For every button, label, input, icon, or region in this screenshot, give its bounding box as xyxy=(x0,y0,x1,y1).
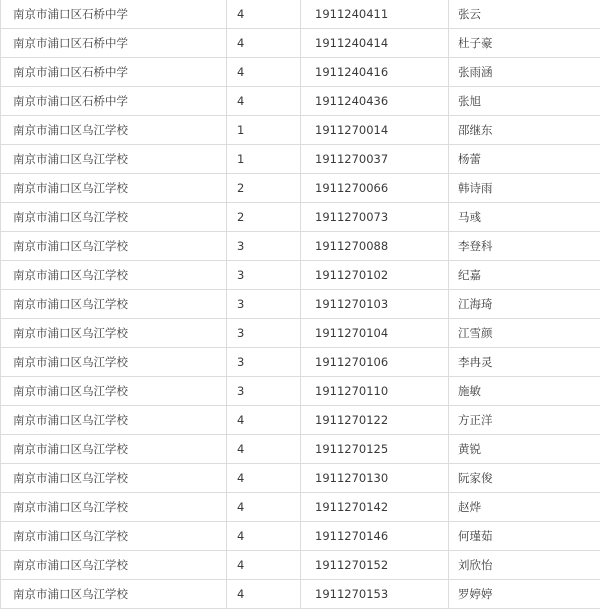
student-id-cell: 1911240411 xyxy=(301,0,449,29)
student-name-cell: 马彧 xyxy=(449,203,600,232)
student-id-cell: 1911270125 xyxy=(301,435,449,464)
student-name-cell: 张雨涵 xyxy=(449,58,600,87)
student-id-cell: 1911270130 xyxy=(301,464,449,493)
student-id-cell: 1911270152 xyxy=(301,551,449,580)
grade-cell: 4 xyxy=(227,58,301,87)
grade-cell: 3 xyxy=(227,232,301,261)
school-cell: 南京市浦口区乌江学校 xyxy=(1,435,227,464)
student-id-cell: 1911270066 xyxy=(301,174,449,203)
student-id-cell: 1911240436 xyxy=(301,87,449,116)
school-cell: 南京市浦口区乌江学校 xyxy=(1,406,227,435)
grade-cell: 1 xyxy=(227,145,301,174)
student-id-cell: 1911270153 xyxy=(301,580,449,609)
grade-cell: 4 xyxy=(227,435,301,464)
student-name-cell: 赵烨 xyxy=(449,493,600,522)
grade-cell: 4 xyxy=(227,464,301,493)
student-name-cell: 纪嘉 xyxy=(449,261,600,290)
school-cell: 南京市浦口区乌江学校 xyxy=(1,319,227,348)
school-cell: 南京市浦口区乌江学校 xyxy=(1,522,227,551)
table-row xyxy=(1,203,600,232)
student-name-cell: 李冉灵 xyxy=(449,348,600,377)
school-cell: 南京市浦口区石桥中学 xyxy=(1,58,227,87)
student-name-cell: 刘欣怡 xyxy=(449,551,600,580)
student-id-cell: 1911270106 xyxy=(301,348,449,377)
student-name-cell: 罗婷婷 xyxy=(449,580,600,609)
school-cell: 南京市浦口区石桥中学 xyxy=(1,87,227,116)
school-cell: 南京市浦口区乌江学校 xyxy=(1,551,227,580)
student-name-cell: 江雪颜 xyxy=(449,319,600,348)
student-id-cell: 1911240416 xyxy=(301,58,449,87)
table-row xyxy=(1,290,600,319)
student-name-cell: 阮家俊 xyxy=(449,464,600,493)
school-cell: 南京市浦口区乌江学校 xyxy=(1,261,227,290)
grade-cell: 4 xyxy=(227,551,301,580)
student-name-cell: 李登科 xyxy=(449,232,600,261)
grade-cell: 2 xyxy=(227,174,301,203)
table-row xyxy=(1,435,600,464)
grade-cell: 3 xyxy=(227,377,301,406)
grade-cell: 3 xyxy=(227,290,301,319)
school-cell: 南京市浦口区乌江学校 xyxy=(1,377,227,406)
student-id-cell: 1911270104 xyxy=(301,319,449,348)
school-cell: 南京市浦口区石桥中学 xyxy=(1,0,227,29)
student-name-cell: 邵继东 xyxy=(449,116,600,145)
grade-cell: 1 xyxy=(227,116,301,145)
student-name-cell: 施敏 xyxy=(449,377,600,406)
table-row xyxy=(1,29,600,58)
school-cell: 南京市浦口区乌江学校 xyxy=(1,290,227,319)
student-name-cell: 方正洋 xyxy=(449,406,600,435)
grade-cell: 4 xyxy=(227,406,301,435)
table-row xyxy=(1,522,600,551)
student-id-cell: 1911270142 xyxy=(301,493,449,522)
school-cell: 南京市浦口区石桥中学 xyxy=(1,29,227,58)
student-id-cell: 1911270110 xyxy=(301,377,449,406)
table-row xyxy=(1,0,600,29)
student-name-cell: 韩诗雨 xyxy=(449,174,600,203)
school-cell: 南京市浦口区乌江学校 xyxy=(1,203,227,232)
table-row xyxy=(1,174,600,203)
student-name-cell: 张云 xyxy=(449,0,600,29)
table-row xyxy=(1,406,600,435)
student-name-cell: 何瑾茹 xyxy=(449,522,600,551)
table-row xyxy=(1,493,600,522)
table-row xyxy=(1,377,600,406)
table-row xyxy=(1,145,600,174)
table-row xyxy=(1,580,600,609)
student-id-cell: 1911270014 xyxy=(301,116,449,145)
student-name-cell: 江海琦 xyxy=(449,290,600,319)
grade-cell: 4 xyxy=(227,0,301,29)
student-id-cell: 1911270146 xyxy=(301,522,449,551)
student-id-cell: 1911270073 xyxy=(301,203,449,232)
table-row xyxy=(1,319,600,348)
grade-cell: 4 xyxy=(227,522,301,551)
school-cell: 南京市浦口区乌江学校 xyxy=(1,464,227,493)
grade-cell: 3 xyxy=(227,261,301,290)
grade-cell: 4 xyxy=(227,580,301,609)
table-row xyxy=(1,261,600,290)
student-id-cell: 1911270102 xyxy=(301,261,449,290)
table-row xyxy=(1,551,600,580)
school-cell: 南京市浦口区乌江学校 xyxy=(1,348,227,377)
grade-cell: 3 xyxy=(227,348,301,377)
school-cell: 南京市浦口区乌江学校 xyxy=(1,580,227,609)
student-id-cell: 1911270088 xyxy=(301,232,449,261)
school-cell: 南京市浦口区乌江学校 xyxy=(1,116,227,145)
table-row xyxy=(1,116,600,145)
student-id-cell: 1911270103 xyxy=(301,290,449,319)
table-row xyxy=(1,348,600,377)
school-cell: 南京市浦口区乌江学校 xyxy=(1,232,227,261)
table-row xyxy=(1,87,600,116)
table-row xyxy=(1,464,600,493)
school-cell: 南京市浦口区乌江学校 xyxy=(1,145,227,174)
table-row xyxy=(1,58,600,87)
student-name-cell: 黄锐 xyxy=(449,435,600,464)
student-id-cell: 1911270122 xyxy=(301,406,449,435)
grade-cell: 2 xyxy=(227,203,301,232)
student-name-cell: 张旭 xyxy=(449,87,600,116)
grade-cell: 4 xyxy=(227,87,301,116)
table-row xyxy=(1,232,600,261)
grade-cell: 3 xyxy=(227,319,301,348)
grade-cell: 4 xyxy=(227,493,301,522)
school-cell: 南京市浦口区乌江学校 xyxy=(1,493,227,522)
student-name-cell: 杜子豪 xyxy=(449,29,600,58)
grade-cell: 4 xyxy=(227,29,301,58)
student-id-cell: 1911270037 xyxy=(301,145,449,174)
school-cell: 南京市浦口区乌江学校 xyxy=(1,174,227,203)
student-id-cell: 1911240414 xyxy=(301,29,449,58)
student-name-cell: 杨蕾 xyxy=(449,145,600,174)
